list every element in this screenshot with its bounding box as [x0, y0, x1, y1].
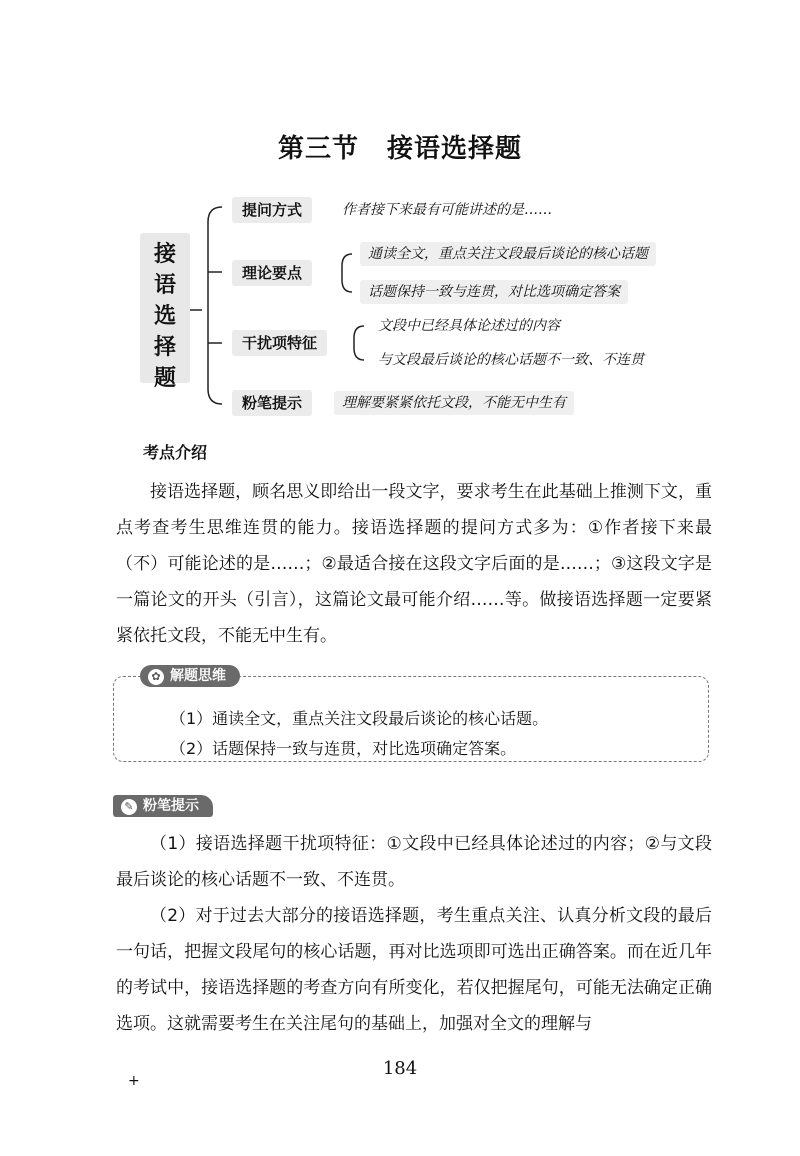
thinking-badge-label: 解题思维 — [170, 668, 226, 684]
root-char: 接 — [153, 241, 176, 267]
leaf-distractor-2: 与文段最后谈论的核心话题不一致、不连贯 — [378, 352, 644, 368]
branch-theory-points: 理论要点 — [232, 260, 312, 286]
mind-map — [0, 0, 800, 420]
section-name: 接语选择题 — [387, 134, 523, 164]
section-number: 第三节 — [277, 134, 359, 164]
tips-paragraph: （1）接语选择题干扰项特征：①文段中已经具体论述过的内容；②与文段最后谈论的核心话题不一致、不连贯。 — [116, 834, 712, 890]
root-char: 选 — [153, 303, 176, 329]
leaf-distractor-1: 文段中已经具体论述过的内容 — [378, 318, 560, 334]
branch-question-style: 提问方式 — [232, 197, 312, 223]
thinking-badge — [140, 665, 240, 687]
tips-paragraph: （2）对于过去大部分的接语选择题，考生重点关注、认真分析文段的最后一句话，把握文段尾句的核心话题，再对比选项即可选出正确答案。而在近几年的考试中，接语选择题的考查方向有所变化，若仅把握尾句，可能无法确定正确选项。这就需要考生在关注尾句的基础上，加强对全文的理解与 — [116, 906, 712, 1034]
thinking-item: （1）通读全文，重点关注文段最后谈论的核心话题。 — [170, 709, 549, 728]
root-char: 语 — [153, 272, 176, 298]
branch-distractor-features: 干扰项特征 — [232, 330, 327, 356]
pencil-icon: ✎ — [121, 799, 137, 815]
leaf-theory-2: 话题保持一致与连贯，对比选项确定答案 — [360, 280, 628, 304]
leaf-question-style: 作者接下来最有可能讲述的是…… — [342, 202, 552, 218]
compass-icon: ✿ — [148, 669, 164, 685]
exam-intro-heading: 考点介绍 — [143, 443, 208, 462]
page-number: 184 — [382, 1058, 418, 1079]
root-char: 择 — [153, 334, 176, 360]
exam-intro-paragraph: 接语选择题，顾名思义即给出一段文字，要求考生在此基础上推测下文，重点考查考生思维连贯的能力。接语选择题的提问方式多为：①作者接下来最（不）可能论述的是……；②最适合接在这段文字后面的是……；③这段文字是一篇论文的开头（引言），这篇论文最可能介绍……等。做接语选择题一定要紧紧依托文段，不能无中生有。 — [116, 482, 712, 646]
tips-badge-label: 粉笔提示 — [143, 798, 199, 814]
leaf-theory-1: 通读全文，重点关注文段最后谈论的核心话题 — [360, 242, 656, 266]
branch-fenbi-tip: 粉笔提示 — [232, 390, 312, 416]
tips-badge — [113, 795, 213, 817]
leaf-fenbi-tip: 理解要紧紧依托文段，不能无中生有 — [334, 391, 574, 415]
root-char: 题 — [153, 365, 176, 391]
mind-map-root — [140, 233, 190, 391]
corner-mark: + — [128, 1073, 140, 1089]
thinking-item: （2）话题保持一致与连贯，对比选项确定答案。 — [170, 739, 517, 758]
